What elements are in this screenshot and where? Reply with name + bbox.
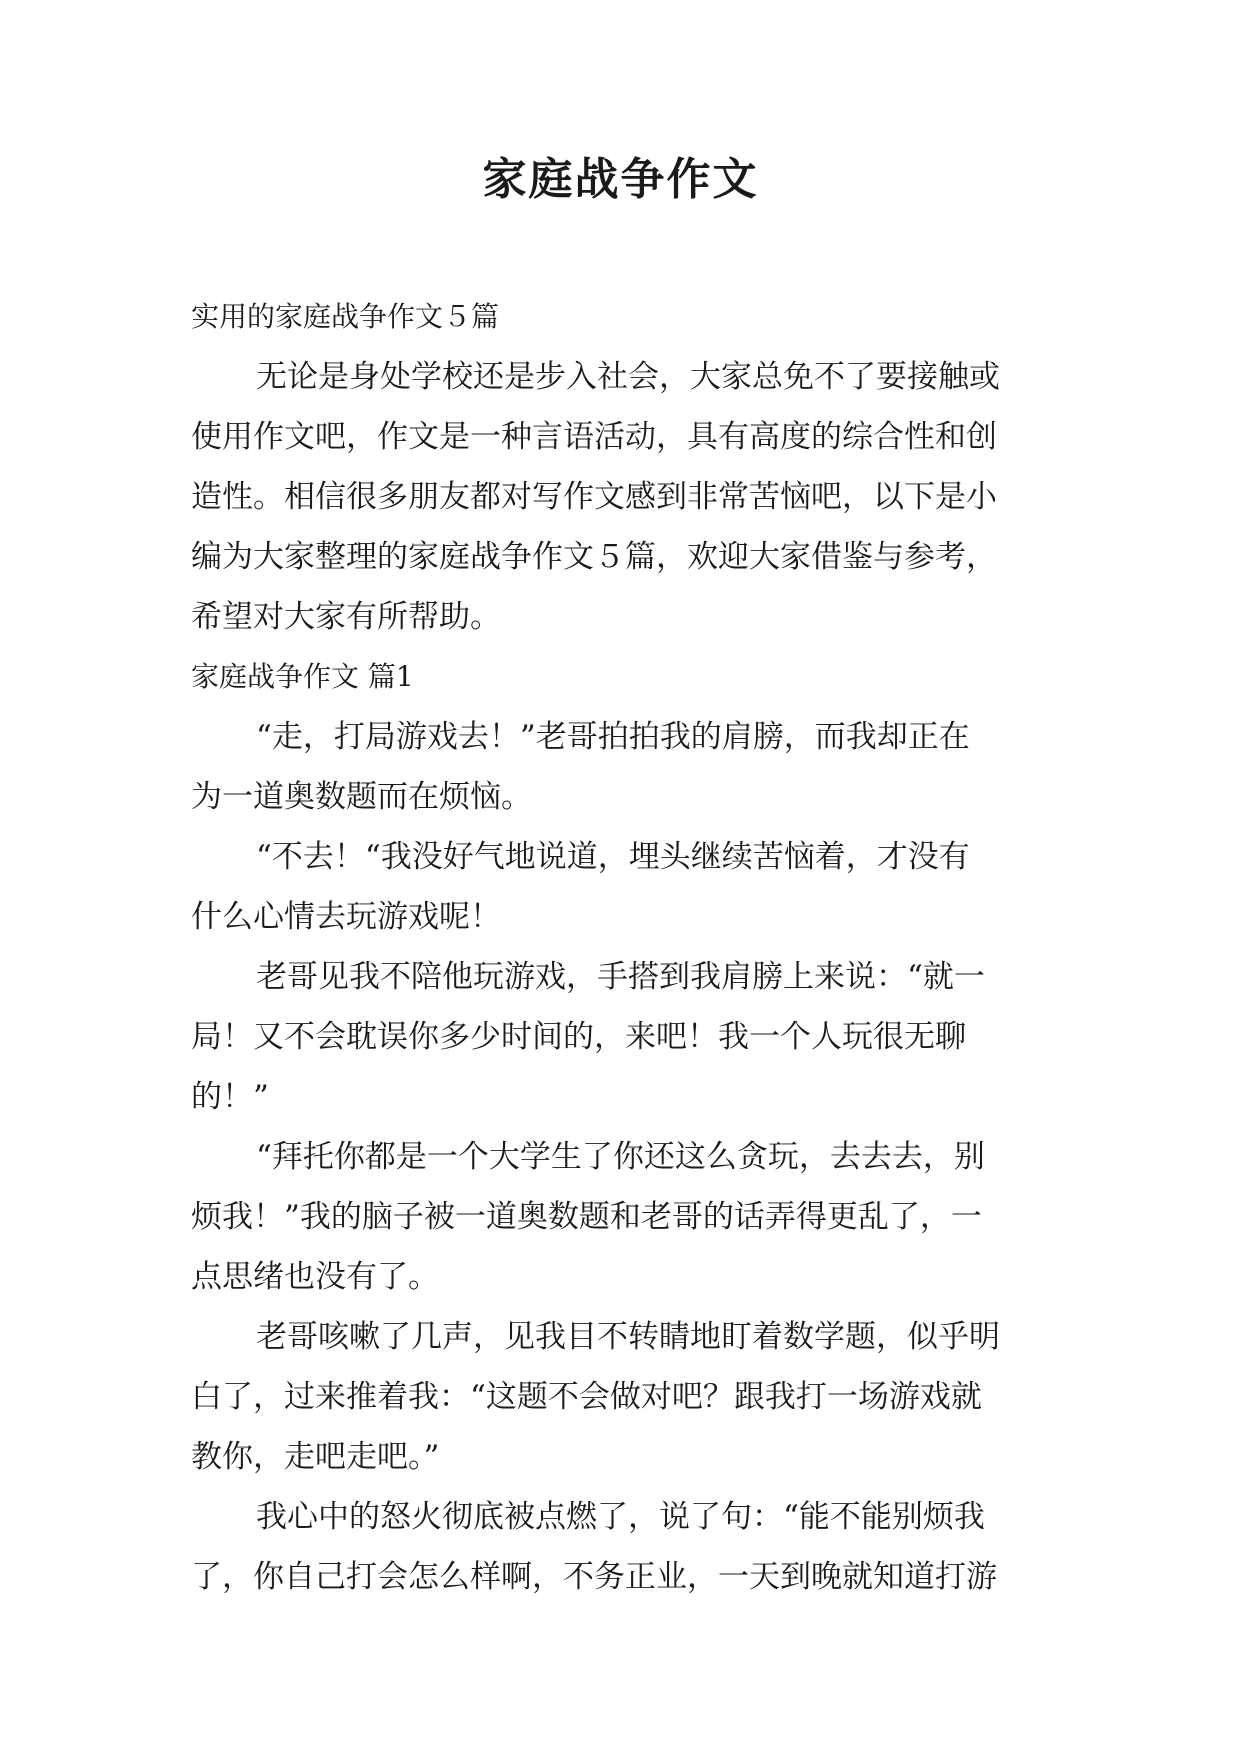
text-line: 造性。相信很多朋友都对写作文感到非常苦恼吧，以下是小	[191, 479, 997, 515]
text-line: 点思绪也没有了。	[191, 1259, 439, 1295]
text-line: 希望对大家有所帮助。	[191, 599, 501, 635]
text-line: 使用作文吧，作文是一种言语活动，具有高度的综合性和创	[191, 419, 997, 455]
text-line: 无论是身处学校还是步入社会，大家总免不了要接触或	[256, 359, 1000, 395]
document-body	[191, 287, 1063, 1607]
section-heading: 实用的家庭战争作文５篇	[191, 300, 500, 333]
text-line: 老哥咳嗽了几声，见我目不转睛地盯着数学题，似乎明	[256, 1319, 1000, 1355]
document-title: 家庭战争作文	[482, 154, 759, 205]
section-heading: 家庭战争作文 篇1	[191, 660, 414, 693]
text-line: 我心中的怒火彻底被点燃了，说了句：“能不能别烦我	[256, 1499, 985, 1535]
text-line: “走，打局游戏去！”老哥拍拍我的肩膀，而我却正在	[256, 719, 970, 755]
text-line: 烦我！”我的脑子被一道奥数题和老哥的话弄得更乱了，一	[191, 1199, 982, 1235]
text-line: “不去！“我没好气地说道，埋头继续苦恼着，才没有	[256, 839, 970, 875]
text-line: 了，你自己打会怎么样啊，不务正业，一天到晚就知道打游	[191, 1559, 997, 1595]
text-line: 白了，过来推着我：“这题不会做对吧？跟我打一场游戏就	[191, 1379, 982, 1415]
text-line: 教你，走吧走吧。”	[191, 1439, 440, 1475]
text-line: 编为大家整理的家庭战争作文５篇，欢迎大家借鉴与参考，	[191, 539, 997, 575]
text-line: 的！”	[191, 1079, 269, 1115]
text-line: 什么心情去玩游戏呢！	[191, 899, 501, 935]
text-line: “拜托你都是一个大学生了你还这么贪玩，去去去，别	[256, 1139, 985, 1175]
text-line: 局！又不会耽误你多少时间的，来吧！我一个人玩很无聊	[191, 1019, 966, 1055]
text-line: 老哥见我不陪他玩游戏，手搭到我肩膀上来说：“就一	[256, 959, 985, 995]
text-line: 为一道奥数题而在烦恼。	[191, 779, 532, 815]
